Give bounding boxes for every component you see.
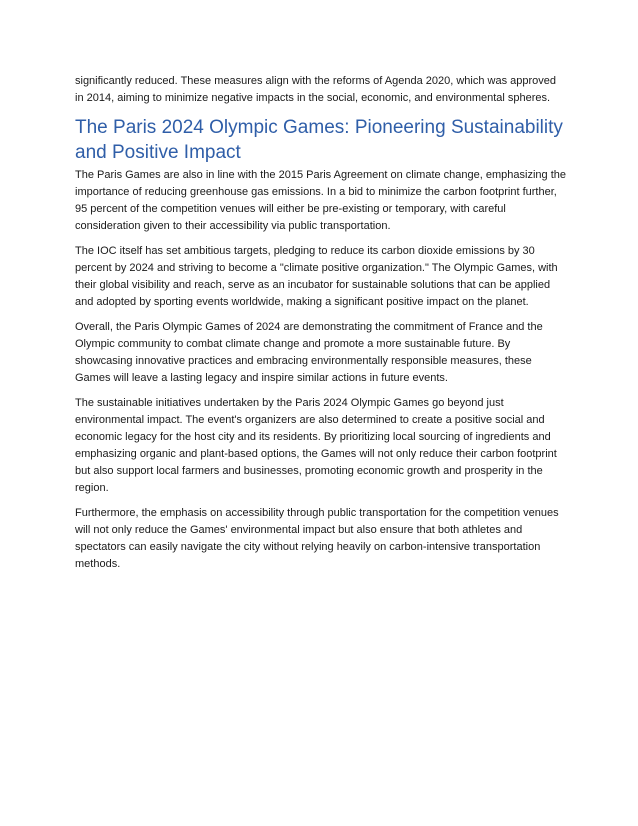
paragraph-overall-commitment: Overall, the Paris Olympic Games of 2024 are demonstrating the commitment of France and the Olympic community to combat climate change and promote a more sustainable future. By showcasing innovative practices and embracing environmentally responsible measures, these Games will leave a lasting legacy and inspire similar actions in future events. xyxy=(75,321,543,384)
paragraph-ioc-targets: The IOC itself has set ambitious targets, pledging to reduce its carbon dioxide emissions by 30 percent by 2024 and striving to become a "climate positive organization." The Olympic Games, with their global visibility and reach, serve as an incubator for sustainable solutions that can be applied and adopted by sporting events worldwide, making a significant positive impact on the planet. xyxy=(75,245,558,308)
lead-paragraph: significantly reduced. These measures align with the reforms of Agenda 2020, which was approved in 2014, aiming to minimize negative impacts in the social, economic, and environmental spheres. xyxy=(75,75,557,104)
paragraph-social-economic-legacy: The sustainable initiatives undertaken by the Paris 2024 Olympic Games go beyond just environmental impact. The event's organizers are also determined to create a positive social and economic legacy for the host city and its residents. By prioritizing local sourcing of ingredients and emphasizing organic and plant-based options, the Games will not only reduce their carbon footprint but also support local farmers and businesses, promoting economic growth and prosperity in the region. xyxy=(75,397,557,494)
document-body xyxy=(75,73,567,581)
paragraph-paris-agreement: The Paris Games are also in line with the 2015 Paris Agreement on climate change, emphasizing the importance of reducing greenhouse gas emissions. In a bid to minimize the carbon footprint further, 95 percent of the competition venues will either be pre-existing or temporary, with careful consideration given to their accessibility via public transportation. xyxy=(75,169,566,232)
section-heading: The Paris 2024 Olympic Games: Pioneering Sustainability and Positive Impact xyxy=(75,117,563,163)
paragraph-accessibility: Furthermore, the emphasis on accessibility through public transportation for the competition venues will not only reduce the Games' environmental impact but also ensure that both athletes and spectators can easily navigate the city without relying heavily on carbon-intensive transportation methods. xyxy=(75,507,559,570)
